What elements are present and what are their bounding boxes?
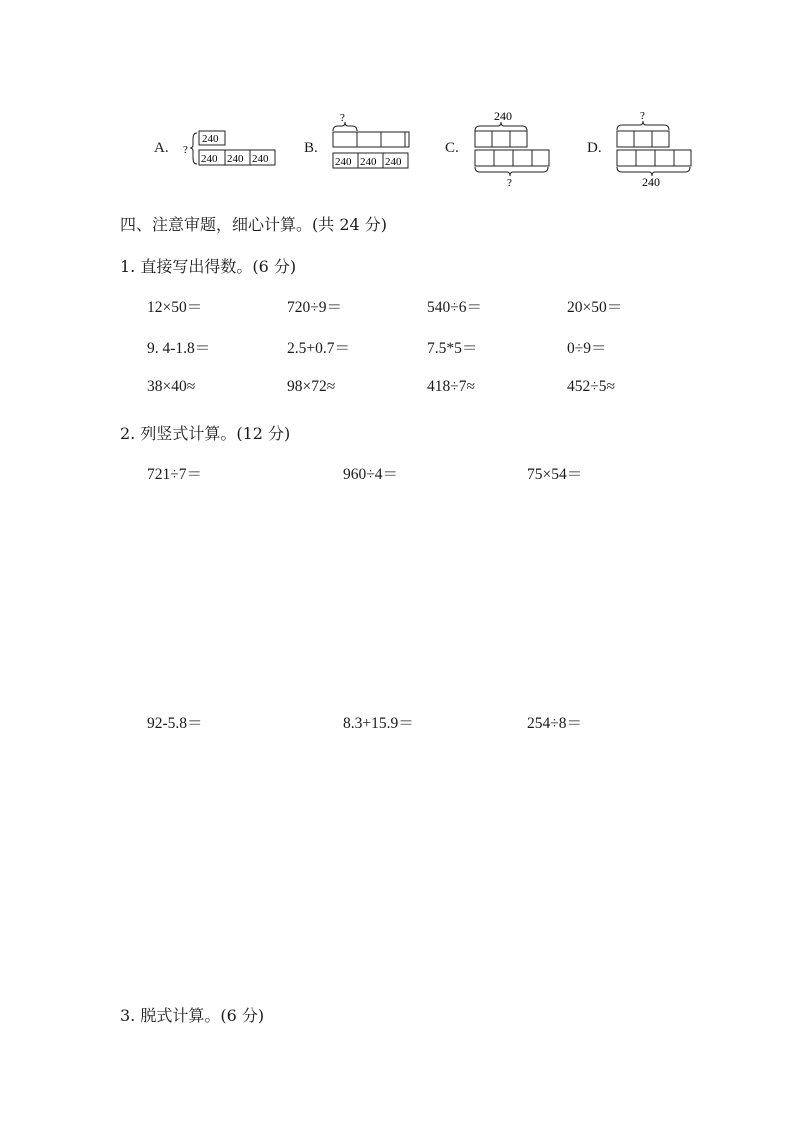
- option-d-bottom-cell: [655, 150, 674, 166]
- option-d-bottom-label: 240: [642, 175, 660, 188]
- q1-problem: 0÷9＝: [567, 340, 607, 357]
- q2-problem: 721÷7＝: [147, 466, 203, 483]
- q1-problem: 7.5*5＝: [427, 340, 478, 357]
- option-c-top-cell: [492, 131, 510, 147]
- option-b-top-cell: [405, 132, 409, 147]
- option-d-bottom-cell: [617, 150, 636, 166]
- question-1-title: 1. 直接写出得数。(6 分): [120, 257, 297, 276]
- option-b-top-cell: [381, 132, 405, 147]
- option-d-diagram: [612, 106, 696, 188]
- option-b-letter: B.: [304, 140, 318, 156]
- option-b-question-mark: ?: [340, 112, 345, 124]
- q1-problem: 452÷5≈: [567, 378, 616, 395]
- option-c-bottom-brace: [475, 167, 548, 176]
- option-a-bottom-label: 240: [201, 153, 218, 165]
- option-d-letter: D.: [587, 140, 602, 156]
- q1-problem: 38×40≈: [147, 378, 196, 395]
- option-a-bottom-label: 240: [252, 153, 269, 165]
- option-d-question-mark: ?: [640, 110, 645, 122]
- option-c-bottom-cell: [513, 150, 532, 166]
- q1-problem: 20×50＝: [567, 299, 623, 316]
- q2-problem: 8.3+15.9＝: [343, 715, 414, 732]
- option-c-diagram: [470, 106, 554, 188]
- question-2-title: 2. 列竖式计算。(12 分): [120, 424, 291, 443]
- option-b-brace: [333, 122, 357, 131]
- option-a-letter: A.: [154, 140, 169, 156]
- option-a-diagram: [180, 127, 280, 169]
- q1-problem: 2.5+0.7＝: [287, 340, 350, 357]
- option-b-top-cell: [357, 132, 381, 147]
- section-heading: 四、注意审题，细心计算。(共 24 分): [120, 215, 388, 234]
- option-c-letter: C.: [445, 140, 459, 156]
- q1-problem: 418÷7≈: [427, 378, 476, 395]
- option-d-bottom-cell: [674, 150, 691, 166]
- q2-problem: 960÷4＝: [343, 466, 399, 483]
- option-c-top-cell: [475, 131, 492, 147]
- option-c-top-label: 240: [494, 109, 512, 123]
- option-d-top-cell: [652, 131, 669, 147]
- question-3-title: 3. 脱式计算。(6 分): [120, 1006, 265, 1025]
- option-d-bottom-cell: [636, 150, 655, 166]
- option-d-top-cell: [634, 131, 652, 147]
- option-c-question-mark: ?: [507, 177, 512, 188]
- q2-problem: 92-5.8＝: [147, 715, 203, 732]
- q2-problem: 254÷8＝: [527, 715, 583, 732]
- option-a-brace: [190, 133, 197, 164]
- q1-problem: 540÷6＝: [427, 299, 483, 316]
- option-c-bottom-cell: [475, 150, 494, 166]
- option-d-top-brace: [617, 121, 669, 130]
- option-b-diagram: [328, 108, 414, 172]
- option-b-bottom-label: 240: [385, 156, 402, 168]
- option-c-top-cell: [510, 131, 527, 147]
- option-b-bottom-label: 240: [360, 156, 377, 168]
- option-c-bottom-cell: [532, 150, 549, 166]
- q2-problem: 75×54＝: [527, 466, 583, 483]
- option-b-bottom-label: 240: [335, 156, 352, 168]
- option-a-top-label: 240: [202, 133, 219, 145]
- q1-problem: 9. 4-1.8＝: [147, 340, 211, 357]
- option-b-top-cell: [333, 132, 357, 147]
- q1-problem: 12×50＝: [147, 299, 203, 316]
- option-a-bottom-label: 240: [227, 153, 244, 165]
- option-c-bottom-cell: [494, 150, 513, 166]
- q1-problem: 98×72≈: [287, 378, 336, 395]
- option-c-top-brace: [475, 122, 527, 131]
- option-d-top-cell: [617, 131, 634, 147]
- q1-problem: 720÷9＝: [287, 299, 343, 316]
- option-a-question-mark: ?: [183, 144, 188, 156]
